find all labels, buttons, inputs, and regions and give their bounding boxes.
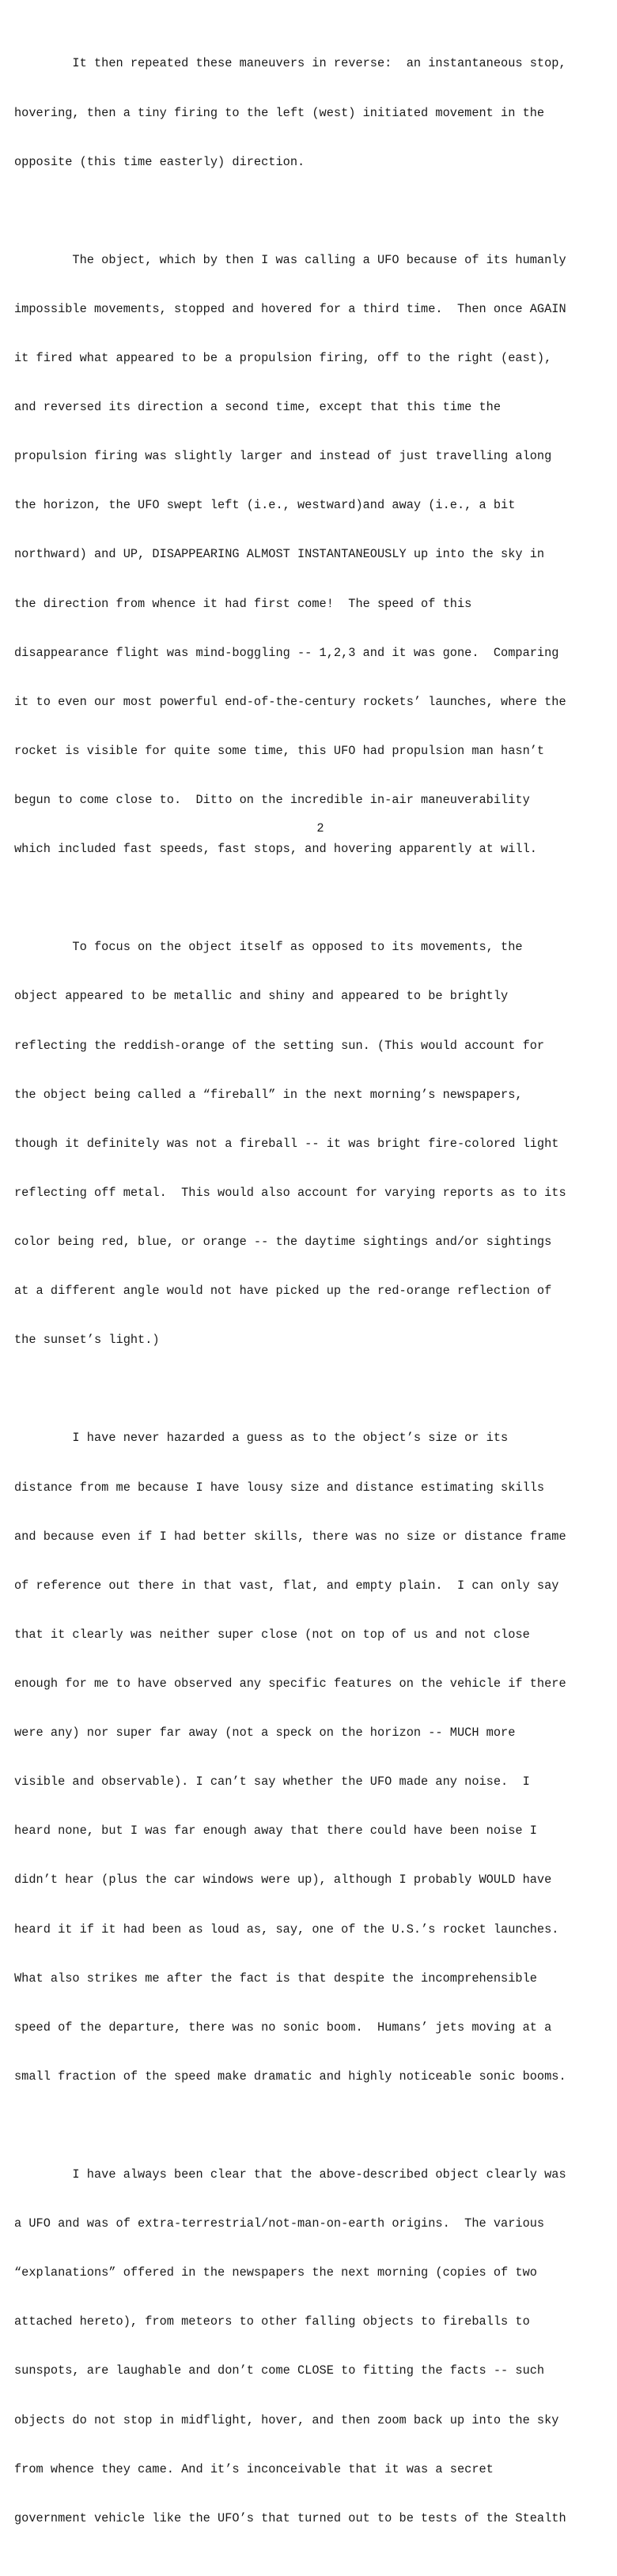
paragraph-2 bbox=[14, 219, 611, 890]
text-line: To focus on the object itself as opposed to its movements, the bbox=[14, 940, 523, 955]
text-line: that it clearly was neither super close (not on top of us and not close bbox=[14, 1627, 530, 1642]
paragraph-3 bbox=[14, 907, 611, 1381]
paragraph-4 bbox=[14, 1397, 611, 2118]
text-line: opposite (this time easterly) direction. bbox=[14, 154, 305, 169]
text-line: “explanations” offered in the newspapers the next morning (copies of two bbox=[14, 2265, 537, 2280]
text-line: distance from me because I have lousy size and distance estimating skills bbox=[14, 1480, 545, 1495]
text-line: objects do not stop in midflight, hover, and then zoom back up into the sky bbox=[14, 2412, 559, 2427]
text-line: from whence they came. And it’s inconceivable that it was a secret bbox=[14, 2461, 494, 2476]
text-line: didn’t hear (plus the car windows were up), although I probably WOULD have bbox=[14, 1873, 552, 1888]
text-line: at a different angle would not have picked up the red-orange reflection of bbox=[14, 1284, 552, 1299]
text-line: it to even our most powerful end-of-the-century rockets’ launches, where the bbox=[14, 694, 566, 709]
text-line: disappearance flight was mind-boggling -- 1,2,3 and it was gone. Comparing bbox=[14, 645, 559, 660]
text-line: heard none, but I was far enough away that there could have been noise I bbox=[14, 1824, 537, 1839]
text-line: and because even if I had better skills, there was no size or distance frame bbox=[14, 1529, 566, 1544]
text-line: which included fast speeds, fast stops, and hovering apparently at will. bbox=[14, 842, 537, 857]
text-line: were any) nor super far away (not a speck on the horizon -- MUCH more bbox=[14, 1726, 516, 1741]
text-line: I have never hazarded a guess as to the object’s size or its bbox=[14, 1431, 509, 1446]
text-line: visible and observable). I can’t say whether the UFO made any noise. I bbox=[14, 1775, 530, 1790]
text-line: It then repeated these maneuvers in reverse: an instantaneous stop, bbox=[14, 56, 566, 71]
text-line: the object being called a “fireball” in the next morning’s newspapers, bbox=[14, 1087, 523, 1102]
page-number: 2 bbox=[316, 821, 324, 835]
text-line: I have always been clear that the above-described object clearly was bbox=[14, 2167, 566, 2182]
text-line: reflecting off metal. This would also account for varying reports as to its bbox=[14, 1185, 566, 1200]
text-line: it fired what appeared to be a propulsion firing, off to the right (east), bbox=[14, 351, 552, 366]
text-line: speed of the departure, there was no sonic boom. Humans’ jets moving at a bbox=[14, 2020, 552, 2035]
text-line: government vehicle like the UFO’s that turned out to be tests of the Stealth bbox=[14, 2510, 566, 2525]
text-line: The object, which by then I was calling a UFO because of its humanly bbox=[14, 252, 566, 267]
text-line: a UFO and was of extra-terrestrial/not-man-on-earth origins. The various bbox=[14, 2216, 545, 2231]
document-body bbox=[14, 23, 611, 2576]
text-line: though it definitely was not a fireball -- it was bright fire-colored light bbox=[14, 1136, 559, 1151]
text-line: the horizon, the UFO swept left (i.e., westward)and away (i.e., a bit bbox=[14, 498, 516, 513]
text-line: northward) and UP, DISAPPEARING ALMOST INSTANTANEOUSLY up into the sky in bbox=[14, 547, 545, 562]
text-line: propulsion firing was slightly larger and instead of just travelling along bbox=[14, 449, 552, 464]
text-line: attached hereto), from meteors to other falling objects to fireballs to bbox=[14, 2314, 530, 2329]
text-line: of reference out there in that vast, flat, and empty plain. I can only say bbox=[14, 1578, 559, 1593]
text-line: color being red, blue, or orange -- the daytime sightings and/or sightings bbox=[14, 1235, 552, 1249]
text-line: enough for me to have observed any specific features on the vehicle if there bbox=[14, 1676, 566, 1691]
text-line: reflecting the reddish-orange of the setting sun. (This would account for bbox=[14, 1038, 545, 1053]
text-line: begun to come close to. Ditto on the incredible in-air maneuverability bbox=[14, 793, 530, 808]
text-line: sunspots, are laughable and don’t come CLOSE to fitting the facts -- such bbox=[14, 2363, 545, 2378]
paragraph-1 bbox=[14, 23, 611, 203]
text-line: rocket is visible for quite some time, this UFO had propulsion man hasn’t bbox=[14, 743, 545, 758]
text-line: the direction from whence it had first come! The speed of this bbox=[14, 596, 472, 611]
text-line: the sunset’s light.) bbox=[14, 1333, 160, 1348]
text-line: and reversed its direction a second time, except that this time the bbox=[14, 400, 502, 415]
text-line: heard it if it had been as loud as, say, one of the U.S.’s rocket launches. bbox=[14, 1922, 559, 1937]
text-line: What also strikes me after the fact is that despite the incomprehensible bbox=[14, 1971, 537, 1986]
text-line: object appeared to be metallic and shiny and appeared to be brightly bbox=[14, 989, 509, 1004]
text-line: hovering, then a tiny firing to the left (west) initiated movement in the bbox=[14, 105, 545, 120]
text-line: small fraction of the speed make dramatic and highly noticeable sonic booms. bbox=[14, 2069, 566, 2084]
text-line: impossible movements, stopped and hovered for a third time. Then once AGAIN bbox=[14, 301, 566, 316]
paragraph-5 bbox=[14, 2134, 611, 2559]
